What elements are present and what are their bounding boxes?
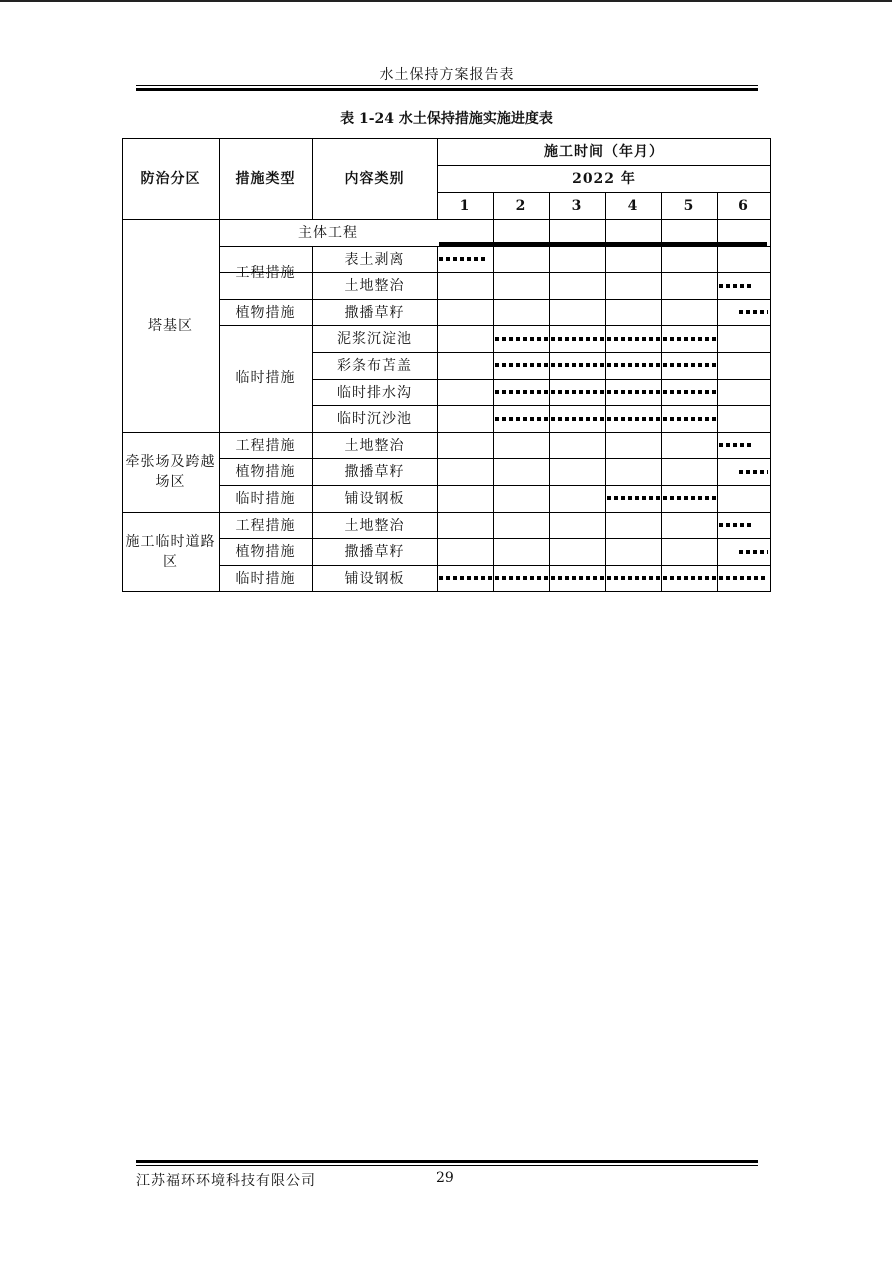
zone-tower-base: 塔基区: [148, 317, 193, 334]
header-content: 内容类别: [344, 170, 405, 187]
header-zone: 防治分区: [140, 170, 201, 187]
schedule-bar: [739, 550, 768, 554]
schedule-bar: [719, 284, 751, 288]
header-rule-thin: [136, 85, 758, 86]
schedule-bar: [495, 417, 717, 421]
content-cell: 临时排水沟: [337, 384, 412, 401]
schedule-bar: [719, 523, 751, 527]
schedule-bar: [495, 337, 717, 341]
content-cell: 撒播草籽: [344, 463, 405, 480]
footer-rule-thick: [136, 1160, 758, 1163]
zone-temp-road: 施工临时道路区: [125, 534, 216, 570]
schedule-bar: [607, 496, 717, 500]
content-cell: 铺设钢板: [344, 570, 405, 587]
content-cell: 土地整治: [344, 437, 405, 454]
header-month: 1: [459, 197, 471, 214]
schedule-bar: [439, 242, 767, 246]
measure-type-cell: 植物措施: [235, 543, 296, 560]
running-header: 水土保持方案报告表: [379, 67, 515, 83]
schedule-bar: [495, 390, 717, 394]
schedule-bar: [439, 257, 487, 261]
schedule-bar: [439, 576, 768, 580]
content-cell: 铺设钢板: [344, 490, 405, 507]
content-cell: 撒播草籽: [344, 543, 405, 560]
header-month: 3: [571, 197, 583, 214]
zone-tension-field: 牵张场及跨越场区: [125, 454, 216, 490]
measure-type-cell: 植物措施: [235, 463, 296, 480]
header-month: 5: [683, 197, 695, 214]
page-number: 29: [436, 1170, 454, 1186]
content-cell: 彩条布苫盖: [337, 357, 412, 374]
header-construction-time: 施工时间（年月）: [544, 143, 664, 160]
content-cell: 撒播草籽: [344, 304, 405, 321]
schedule-bar: [719, 443, 751, 447]
header-month: 4: [627, 197, 639, 214]
header-year: 2022 年: [572, 170, 636, 187]
table-title: 表 1-24 水土保持措施实施进度表: [340, 111, 553, 127]
measure-type-cell: 植物措施: [235, 304, 296, 321]
footer-company: 江苏福环环境科技有限公司: [136, 1173, 316, 1189]
content-cell: 土地整治: [344, 277, 405, 294]
table-rule: [437, 246, 438, 592]
schedule-table: [122, 138, 771, 592]
header-rule-thick: [136, 88, 758, 91]
header-month: 2: [515, 197, 527, 214]
header-month: 6: [738, 197, 749, 214]
table-rule: [770, 138, 771, 592]
page-top-edge: [0, 0, 892, 2]
footer-rule-thin: [136, 1165, 758, 1166]
measure-type-cell: 工程措施: [235, 264, 296, 281]
schedule-bar: [739, 310, 768, 314]
schedule-bar: [739, 470, 768, 474]
content-cell: 土地整治: [344, 517, 405, 534]
content-cell: 泥浆沉淀池: [337, 330, 412, 347]
content-cell: 临时沉沙池: [337, 410, 412, 427]
measure-type-cell: 工程措施: [235, 517, 296, 534]
main-project-label: 主体工程: [298, 224, 358, 241]
measure-type-cell: 临时措施: [235, 370, 296, 386]
header-measure-type: 措施类型: [235, 170, 296, 187]
measure-type-cell: 临时措施: [235, 570, 296, 587]
measure-type-cell: 工程措施: [235, 437, 296, 454]
schedule-bar: [495, 363, 717, 367]
measure-type-cell: 临时措施: [235, 490, 296, 507]
content-cell: 表土剥离: [344, 251, 405, 268]
